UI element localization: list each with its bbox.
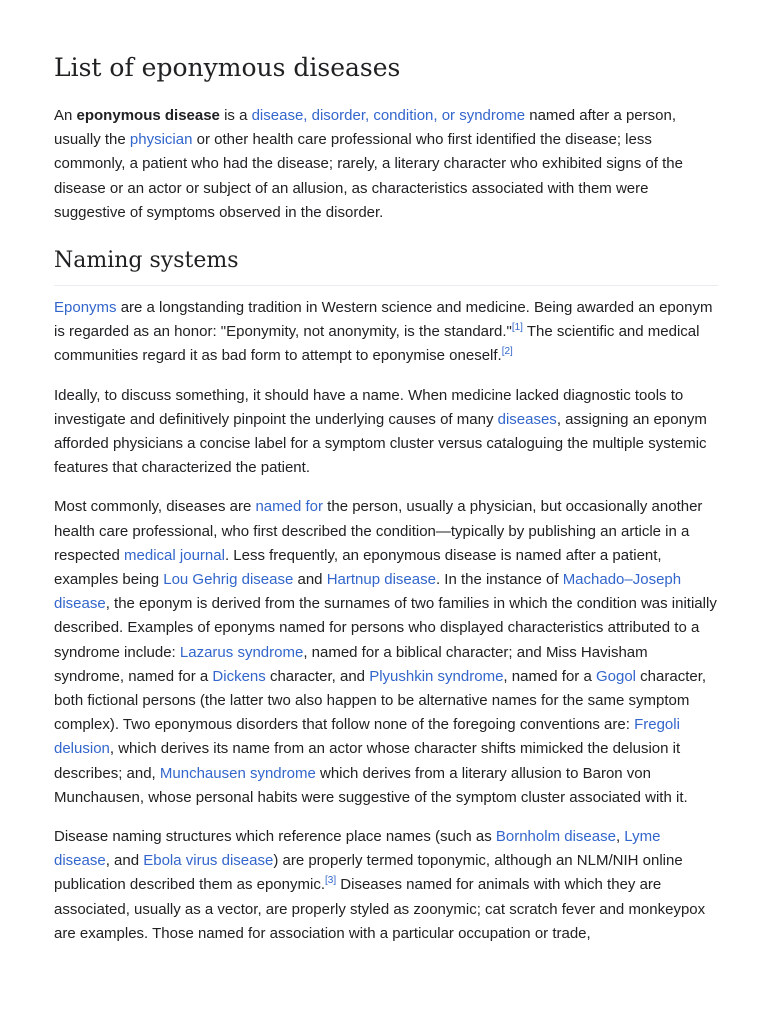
link-lyme-disease[interactable]: Lyme disease <box>54 828 661 870</box>
link-fregoli-delusion[interactable]: Fregoli delusion <box>54 716 680 758</box>
text: , which derives its name from an actor whose character shifts mimicked the delusion it describes; and, <box>54 740 681 782</box>
text: character, both fictional persons (the latter two also happen to be alternative names for the same symptom complex). Two eponymous disorders that follow none of the foregoing conventions are: <box>54 667 707 734</box>
link-diseases[interactable]: diseases <box>497 410 557 428</box>
link-physician[interactable]: physician <box>129 131 193 149</box>
paragraph-3 <box>54 495 718 810</box>
text: Diseases named for animals with which they are associated, usually as a vector, are properly styled as zoonymic; cat scratch fever and monkeypox are examples. Those named for association with a particular occupation or trade, <box>54 876 706 942</box>
paragraph-2 <box>54 384 718 481</box>
text: ) are properly termed toponymic, although an NLM/NIH online publication described them as eponymic. <box>54 852 683 894</box>
text: . Less frequently, an eponymous disease is named after a patient, examples being <box>54 546 662 589</box>
text: The scientific and medical communities regard it as bad form to attempt to eponymise oneself. <box>54 323 700 365</box>
text: Disease naming structures which reference place names (such as <box>54 828 496 846</box>
link-eponyms[interactable]: Eponyms <box>54 299 117 317</box>
text: Ideally, to discuss something, it should have a name. When medicine lacked diagnostic tools to investigate and definitively pinpoint the underlying causes of many <box>54 386 684 428</box>
link-machado-joseph-disease[interactable]: Machado–Joseph disease <box>54 571 682 613</box>
link-munchausen-syndrome[interactable]: Munchausen syndrome <box>159 764 316 782</box>
intro-paragraph <box>54 104 718 225</box>
link-plyushkin-syndrome[interactable]: Plyushkin syndrome <box>369 667 504 685</box>
text: or other health care professional who first identified the disease; less commonly, a patient who had the disease; rarely, a literary character who exhibited signs of the disease or an actor or subject of an allusion, as characteristics associated with them were suggestive of symptoms observed in the disorder. <box>54 131 683 221</box>
ref-3[interactable]: [3] <box>324 875 337 887</box>
text: , <box>615 828 625 846</box>
link-gogol[interactable]: Gogol <box>595 667 637 685</box>
link-lou-gehrig-disease[interactable]: Lou Gehrig disease <box>163 571 294 589</box>
link-bornholm-disease[interactable]: Bornholm disease <box>495 828 616 846</box>
link-hartnup-disease[interactable]: Hartnup disease <box>326 571 436 589</box>
paragraph-1 <box>54 296 718 369</box>
bold-term: eponymous disease <box>76 107 220 124</box>
link-lazarus-syndrome[interactable]: Lazarus syndrome <box>179 643 304 661</box>
text: is a <box>219 107 252 124</box>
link-disease[interactable]: disease, disorder, condition, or syndrome <box>251 107 526 124</box>
text: Most commonly, diseases are <box>54 498 256 516</box>
link-ebola-virus-disease[interactable]: Ebola virus disease <box>143 852 274 870</box>
text: An <box>54 107 77 124</box>
text: , the eponym is derived from the surnames of two families in which the condition was initially described. Examples of eponyms named for persons who displayed characteristics attributed to a syndrome include: <box>54 595 717 661</box>
text: , assigning an eponym afforded physicians a concise label for a symptom cluster versus cataloguing the multiple systemic features that characterized the patient. <box>54 410 707 477</box>
link-medical-journal[interactable]: medical journal <box>124 546 225 564</box>
text: which derives from a literary allusion to Baron von Munchausen, whose personal habits were suggestive of the symptom cluster associated with it. <box>54 764 688 806</box>
paragraph-4 <box>54 825 718 946</box>
text: . In the instance of <box>435 571 563 589</box>
page-title: List of eponymous diseases <box>54 53 401 82</box>
text: , named for a <box>503 667 596 685</box>
ref-2[interactable]: [2] <box>501 346 513 358</box>
link-named-for[interactable]: named for <box>255 498 324 516</box>
text: , named for a biblical character; and Miss Havisham syndrome, named for a <box>54 643 648 685</box>
text: named after a person, usually the <box>54 107 677 149</box>
text: , and <box>105 852 144 870</box>
text: and <box>293 571 327 589</box>
text: character, and <box>265 667 370 685</box>
section-heading-naming-systems: Naming systems <box>54 247 718 286</box>
ref-1[interactable]: [1] <box>511 322 523 334</box>
text: are a longstanding tradition in Western science and medicine. Being awarded an eponym is regarded as an honor: "Eponymity, not anonymity, is the standard." <box>54 299 713 341</box>
text: the person, usually a physician, but occasionally another health care professional, who first described the condition—typically by publishing an article in a respected <box>54 498 703 564</box>
link-dickens[interactable]: Dickens <box>212 667 266 685</box>
